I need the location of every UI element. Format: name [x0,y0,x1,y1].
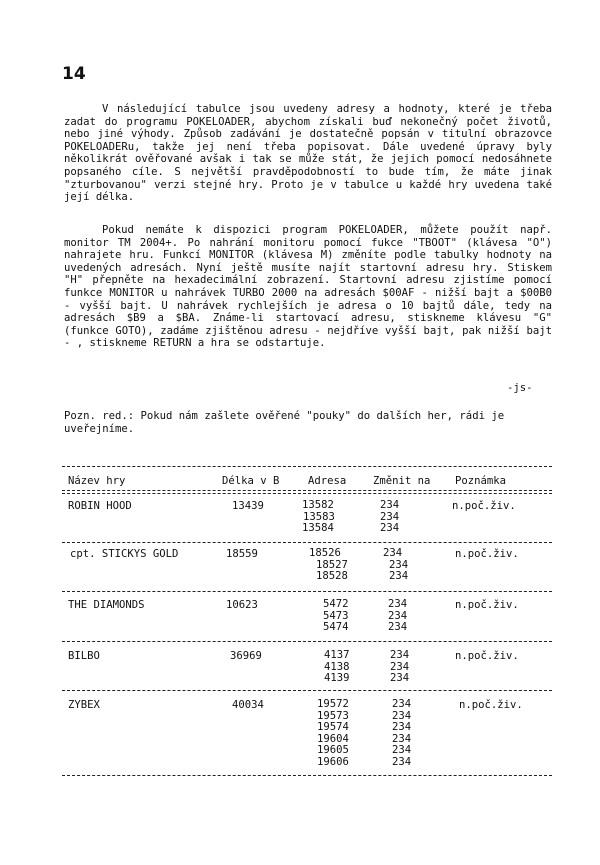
row-divider [62,542,552,543]
header-length: Délka v B [222,475,280,487]
address: 18528 [316,570,348,583]
address: 19574 [317,721,349,734]
address: 13583 [303,510,335,523]
game-length: 40034 [232,699,264,711]
page-number: 14 [62,64,86,84]
game-name: ZYBEX [68,699,100,711]
paragraph-instructions: Pokud nemáte k dispozici program POKELOADER, můžete použít např. monitor TM 2004+. Po nahrání monitoru pomocí fukce "TBOOT" (klávesa "O") nahrajete hru. Funkcí MONITOR (klávesa M) změníte podle tabulky hodnoty na uvedených adresách. Nyní ještě musíte najít startovní adresu hry. Stiskem "H" přepněte na hexadecimální zobrazení. Startovní adresu zjistíme pomocí funkce MONITOR u nahrávek TURBO 2000 na adresách $00AF - nižší bajt a $00B0 - vyšší bajt. U nahrávek rychlejších je adresa o 10 bajtů dále, tedy na adresách $B9 a $BA. Známe-li startovací adresu, stiskneme klávesu "G" (funkce GOTO), zadáme zjištěnou adresu - nejdříve vyšší bajt, pak nižší bajt - , stiskneme RETURN a hra se odstartuje. [64,224,552,350]
value: 234 [383,547,403,559]
row-divider [62,641,552,642]
value-list [392,699,411,769]
address-list [324,650,350,685]
game-length: 13439 [232,500,264,512]
value: 234 [390,649,410,661]
value: 234 [388,609,408,622]
value: 234 [392,755,412,768]
row-divider [62,690,552,691]
value: 234 [392,732,412,745]
game-name: THE DIAMONDS [68,599,145,611]
address: 18527 [316,558,348,571]
value: 234 [390,672,410,685]
address: 19573 [317,709,349,722]
game-note: n.poč.živ. [459,699,523,711]
address: 19605 [317,744,349,757]
address: 13582 [302,499,334,511]
editor-note: Pozn. red.: Pokud nám zašlete ověřené "pouky" do dalších her, rádi je uveřejníme. [64,410,505,435]
value-list [388,599,407,634]
address-list [323,599,349,634]
address: 4138 [324,660,350,673]
value: 234 [392,721,412,734]
table-header [0,475,600,489]
address-list [302,500,335,535]
game-note: n.poč.živ. [455,548,519,560]
game-note: n.poč.živ. [455,599,519,611]
address: 19572 [317,698,349,710]
value: 234 [392,698,412,710]
value-list [380,500,399,535]
game-length: 10623 [226,599,258,611]
address: 4139 [324,672,350,685]
game-length: 18559 [226,548,258,560]
address: 18526 [309,547,341,559]
value: 234 [380,522,400,535]
game-name: BILBO [68,650,100,662]
value: 234 [389,570,409,583]
value-list [383,548,408,583]
table-top-rule [62,466,552,467]
address-list [317,699,349,769]
address-list [309,548,348,583]
address: 5473 [323,609,349,622]
address: 5474 [323,621,349,634]
value: 234 [389,558,409,571]
value: 234 [392,709,412,722]
address: 4137 [324,649,350,661]
game-name: cpt. STICKYS GOLD [70,548,179,560]
game-note: n.poč.živ. [452,500,516,512]
value-list [390,650,409,685]
address: 5472 [323,598,349,610]
value: 234 [380,499,400,511]
address: 19606 [317,755,349,768]
paragraph-intro: V následující tabulce jsou uvedeny adresy a hodnoty, které je třeba zadat do programu POKELOADER, abychom získali buď nekonečný počet životů, nebo jiné výhody. Způsob zadávání je dostatečně popsán v titulní obrazovce POKELOADERu, takže jej není třeba popisovat. Dále uvedené úpravy byly několikrát ověřované avšak i tak se může stát, že jejich pomocí nedosáhnete popsaného cíle. S největší pravděpodobností to bude tím, že máte jinak "zturbovanou" verzi stejné hry. Proto je v tabulce u každé hry uvedena také její délka. [64,103,552,204]
game-note: n.poč.živ. [455,650,519,662]
value: 234 [388,621,408,634]
header-address: Adresa [308,475,347,487]
value: 234 [380,510,400,523]
value: 234 [392,744,412,757]
address: 19604 [317,732,349,745]
header-name: Název hry [68,475,126,487]
header-note: Poznámka [455,475,507,487]
table-bottom-rule [62,775,552,776]
header-change: Změnit na [373,475,431,487]
game-name: ROBIN HOOD [68,500,132,512]
value: 234 [390,660,410,673]
row-divider [62,591,552,592]
address: 13584 [302,522,334,535]
game-length: 36969 [230,650,262,662]
value: 234 [388,598,408,610]
author-signature: -js- [507,382,533,394]
table-header-rule [62,490,552,494]
